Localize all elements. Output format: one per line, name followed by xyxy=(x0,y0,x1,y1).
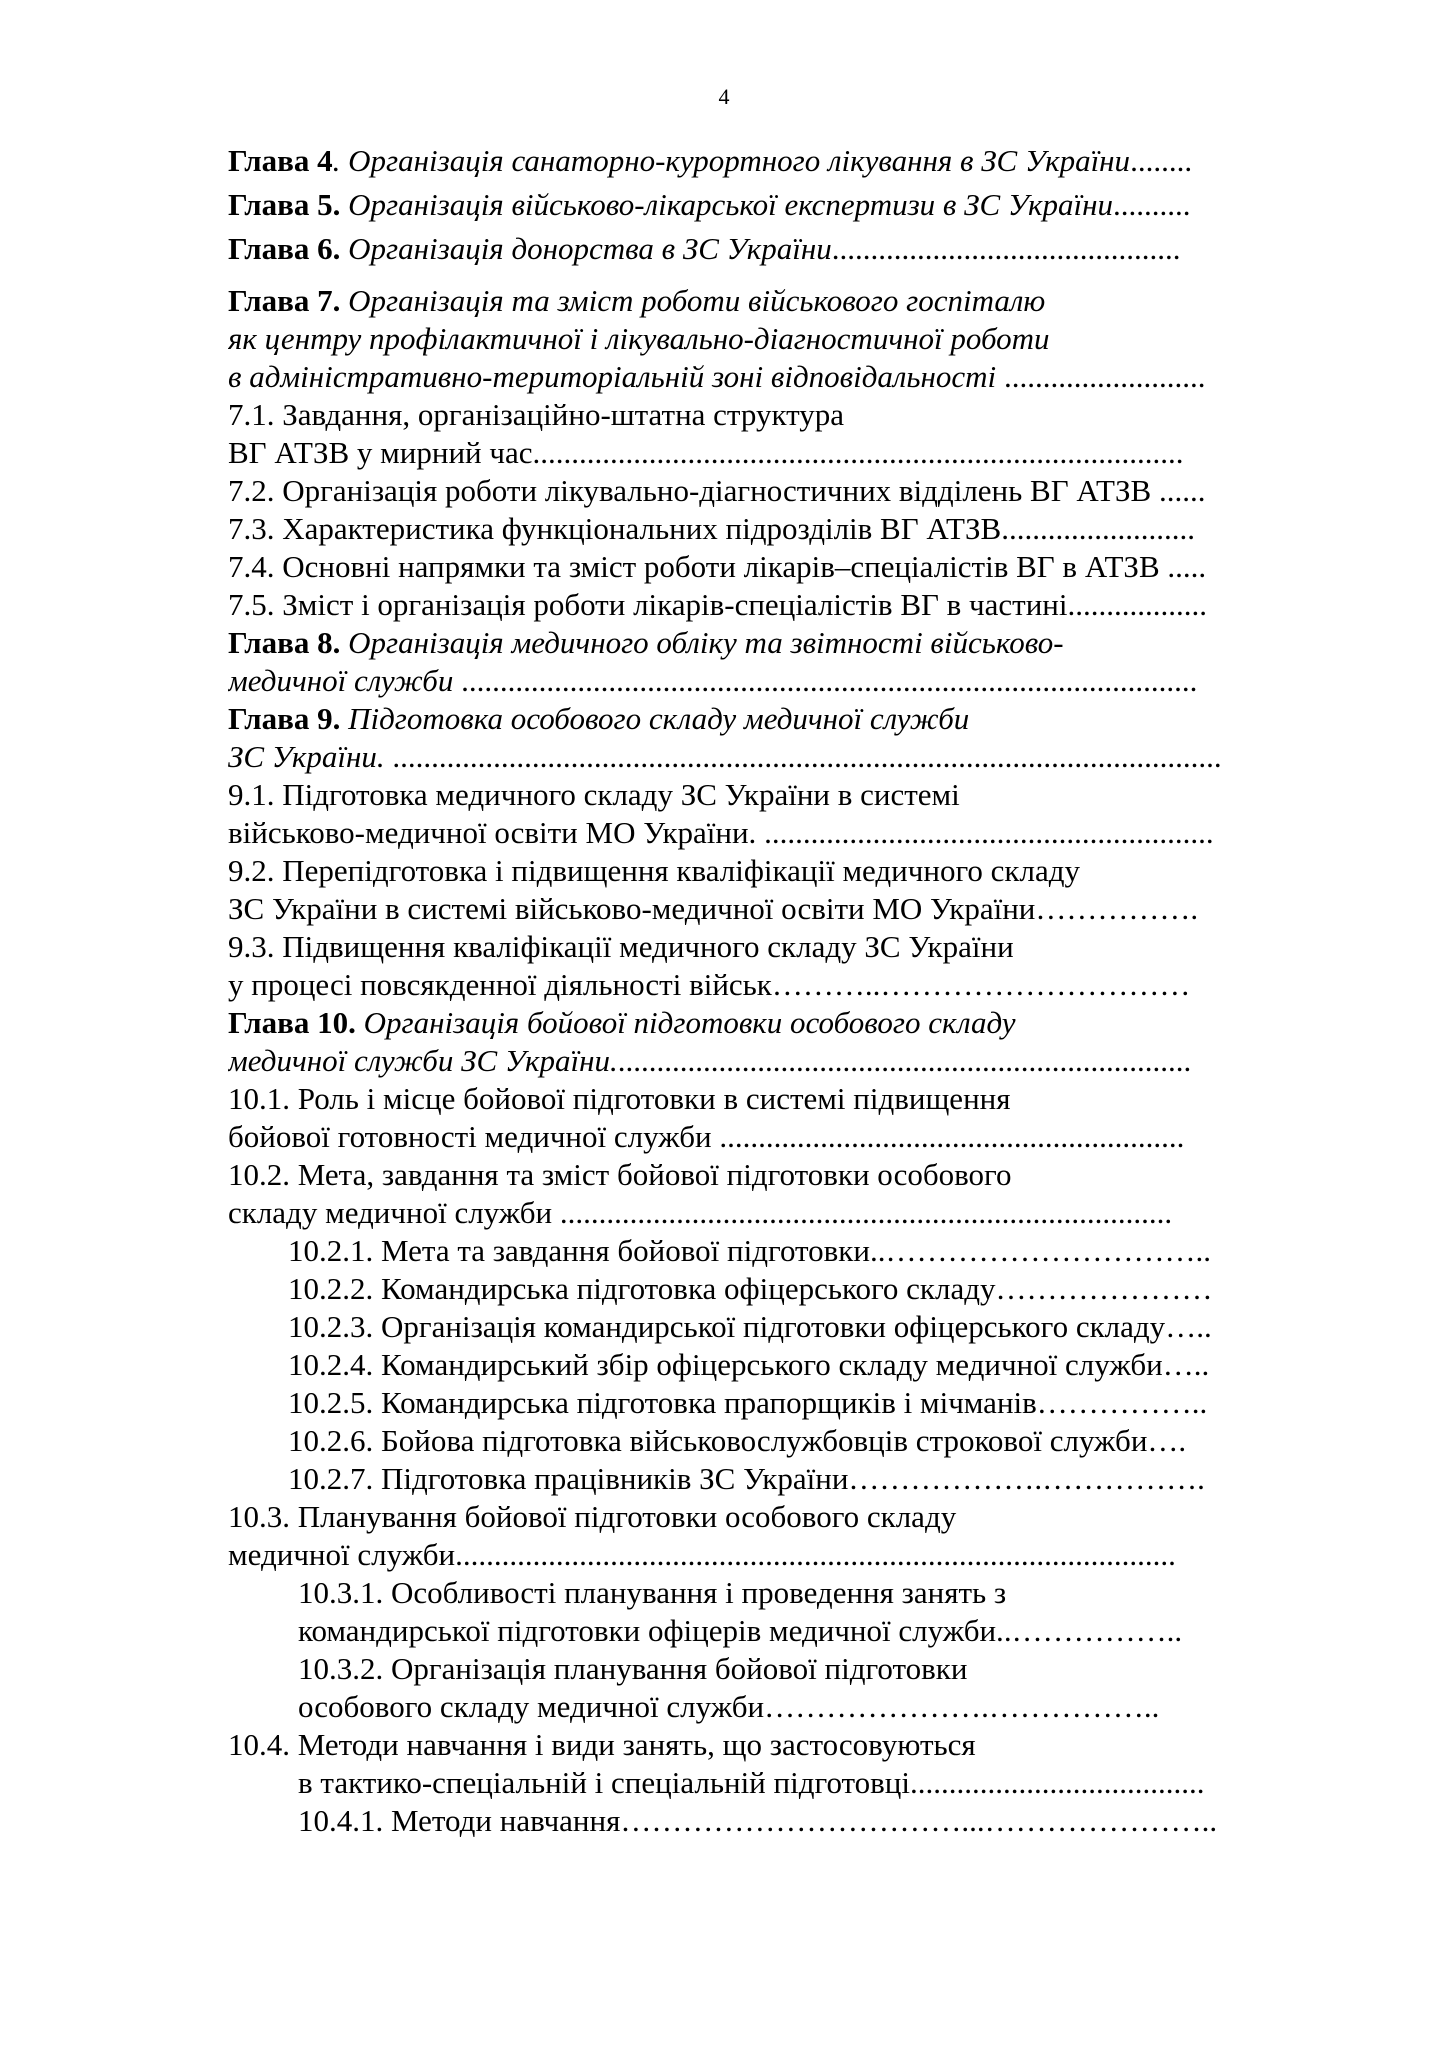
toc-entry-text: ЗС України. xyxy=(228,739,385,774)
dot-leader: .………………………….. xyxy=(877,1233,1211,1268)
dot-leader: .......................... xyxy=(996,359,1206,394)
toc-entry-text: 10.2.7. Підготовка працівників ЗС України xyxy=(288,1461,849,1496)
dot-leader: ……………….……………. xyxy=(848,1461,1205,1496)
toc-entry xyxy=(228,472,1318,510)
toc-entry-text: медичної служби xyxy=(228,663,454,698)
dot-leader: …. xyxy=(1147,1423,1187,1458)
toc-entry-text: в адміністративно-територіальній зоні відповідальності xyxy=(228,359,997,394)
toc-entry xyxy=(228,1118,1318,1156)
dot-leader: ………..………………………… xyxy=(771,967,1191,1002)
dot-leader: ….. xyxy=(1165,1309,1212,1344)
toc-entry-text: 9.1. Підготовка медичного складу ЗС України в системі xyxy=(228,777,960,812)
toc-entry xyxy=(228,548,1318,586)
toc-entry xyxy=(228,510,1318,548)
toc-entry xyxy=(228,890,1318,928)
chapter-label: Глава 8. xyxy=(228,625,341,660)
toc-entry xyxy=(228,230,1318,268)
toc-entry xyxy=(228,1498,1318,1536)
toc-entry xyxy=(228,1042,1318,1080)
toc-entry xyxy=(228,1004,1318,1042)
chapter-label: Глава 7. xyxy=(228,283,341,318)
toc-entry-text: командирської підготовки офіцерів медичної служби. xyxy=(298,1613,1004,1648)
toc-entry xyxy=(228,1270,1318,1308)
dot-leader: .......................................................... xyxy=(756,815,1214,850)
dot-leader: …………….. xyxy=(1036,1385,1208,1420)
toc-entry-text: 7.1. Завдання, організаційно-штатна структура xyxy=(228,397,844,432)
dot-leader: ……………………………...………………….. xyxy=(620,1803,1218,1838)
toc-entry-text: Організація донорства в ЗС України xyxy=(340,231,832,266)
toc-entry xyxy=(228,1650,1318,1688)
toc-entry xyxy=(228,1156,1318,1194)
toc-entry-text: медичної служби xyxy=(228,1537,456,1572)
toc-entry-text: бойової готовності медичної служби xyxy=(228,1119,712,1154)
toc-entry-text: 7.3. Характеристика функціональних підрозділів ВГ АТЗВ xyxy=(228,511,1002,546)
toc-entry-text: 7.5. Зміст і організація роботи лікарів-спеціалістів ВГ в частині xyxy=(228,587,1068,622)
table-of-contents xyxy=(228,142,1318,1840)
toc-entry xyxy=(228,1688,1318,1726)
toc-entry xyxy=(228,1574,1318,1612)
dot-leader: ……………. xyxy=(1035,891,1199,926)
dot-leader: ………………….…………….. xyxy=(764,1689,1160,1724)
toc-entry xyxy=(228,320,1318,358)
toc-entry xyxy=(228,1536,1318,1574)
dot-leader: ............................................................................................. xyxy=(455,1537,1176,1572)
toc-entry xyxy=(228,928,1318,966)
toc-entry xyxy=(228,1194,1318,1232)
toc-entry xyxy=(228,1384,1318,1422)
toc-entry-text: медичної служби ЗС України. xyxy=(228,1043,618,1078)
dot-leader: .................................................................................... xyxy=(532,435,1184,470)
chapter-label: Глава 5. xyxy=(228,187,341,222)
toc-entry xyxy=(228,1764,1318,1802)
toc-entry-text: 10.2.1. Мета та завдання бойової підготовки. xyxy=(288,1233,878,1268)
toc-entry-text: 9.2. Перепідготовка і підвищення кваліфікації медичного складу xyxy=(228,853,1080,888)
chapter-label: Глава 6. xyxy=(228,231,341,266)
dot-leader: ...... xyxy=(1151,473,1206,508)
dot-leader: ...................................... xyxy=(910,1765,1205,1800)
toc-entry-text: 10.4.1. Методи навчання xyxy=(298,1803,621,1838)
toc-entry xyxy=(228,434,1318,472)
dot-leader: .......... xyxy=(1112,187,1191,222)
toc-entry xyxy=(228,1080,1318,1118)
toc-entry-text: 10.3.1. Особливості планування і проведення занять з xyxy=(298,1575,1007,1610)
toc-entry-text: 7.2. Організація роботи лікувально-діагностичних відділень ВГ АТЗВ xyxy=(228,473,1152,508)
toc-entry xyxy=(228,358,1318,396)
toc-entry xyxy=(228,142,1318,180)
toc-entry-text: Організація та зміст роботи військового госпіталю xyxy=(340,283,1046,318)
toc-entry-text: як центру профілактичної і лікувально-діагностичної роботи xyxy=(228,321,1050,356)
dot-leader: ............................................. xyxy=(831,231,1181,266)
toc-entry-text: Організація медичного обліку та звітності військово- xyxy=(340,625,1064,660)
toc-entry xyxy=(228,586,1318,624)
toc-entry xyxy=(228,1726,1318,1764)
toc-entry-text: . Організація санаторно-курортного лікування в ЗС України xyxy=(332,143,1131,178)
toc-entry-text: 10.2.6. Бойова підготовка військовослужбовців строкової служби xyxy=(288,1423,1148,1458)
toc-entry xyxy=(228,186,1318,224)
toc-entry xyxy=(228,1612,1318,1650)
toc-entry-text: Підготовка особового складу медичної служби xyxy=(340,701,970,736)
toc-entry xyxy=(228,700,1318,738)
toc-entry xyxy=(228,282,1318,320)
toc-entry xyxy=(228,624,1318,662)
toc-entry-text: особового складу медичної служби xyxy=(298,1689,765,1724)
toc-entry-text: у процесі повсякденної діяльності військ xyxy=(228,967,772,1002)
toc-entry-text: 10.2.5. Командирська підготовка прапорщиків і мічманів xyxy=(288,1385,1037,1420)
toc-entry xyxy=(228,776,1318,814)
chapter-label: Глава 4 xyxy=(228,143,333,178)
dot-leader: .................. xyxy=(1067,587,1207,622)
dot-leader: ............................................................................................... xyxy=(453,663,1198,698)
toc-entry xyxy=(228,1346,1318,1384)
dot-leader: ..... xyxy=(1159,549,1207,584)
toc-entry-text: 10.1. Роль і місце бойової підготовки в системі підвищення xyxy=(228,1081,1011,1116)
dot-leader: ............................................................................... xyxy=(552,1195,1173,1230)
toc-entry-text: ВГ АТЗВ у мирний час xyxy=(228,435,533,470)
toc-entry-text: Організація бойової підготовки особового складу xyxy=(355,1005,1016,1040)
dot-leader: ………………… xyxy=(995,1271,1213,1306)
toc-entry-text: Організація військово-лікарської експертизи в ЗС України xyxy=(340,187,1113,222)
toc-entry-text: ЗС України в системі військово-медичної освіти МО України xyxy=(228,891,1036,926)
toc-entry-text: 10.3.2. Організація планування бойової підготовки xyxy=(298,1651,968,1686)
toc-entry xyxy=(228,1460,1318,1498)
dot-leader: ........................................................................................................... xyxy=(384,739,1222,774)
toc-entry-text: 10.4. Методи навчання і види занять, що застосовуються xyxy=(228,1727,976,1762)
toc-entry xyxy=(228,852,1318,890)
toc-entry xyxy=(228,396,1318,434)
chapter-label: Глава 9. xyxy=(228,701,341,736)
toc-entry-text: 10.2.3. Організація командирської підготовки офіцерського складу xyxy=(288,1309,1166,1344)
toc-entry xyxy=(228,1422,1318,1460)
toc-entry xyxy=(228,814,1318,852)
toc-entry xyxy=(228,1232,1318,1270)
toc-entry xyxy=(228,662,1318,700)
dot-leader: ......................... xyxy=(1001,511,1195,546)
toc-entry-text: 10.2.4. Командирський збір офіцерського складу медичної служби xyxy=(288,1347,1163,1382)
toc-entry-text: 10.2. Мета, завдання та зміст бойової підготовки особового xyxy=(228,1157,1012,1192)
toc-entry-text: складу медичної служби xyxy=(228,1195,553,1230)
toc-entry-text: 10.2.2. Командирська підготовка офіцерського складу xyxy=(288,1271,996,1306)
dot-leader: .......................................................................... xyxy=(617,1043,1192,1078)
toc-entry-text: 9.3. Підвищення кваліфікації медичного складу ЗС України xyxy=(228,929,1014,964)
toc-entry-text: в тактико-спеціальній і спеціальній підготовці xyxy=(298,1765,911,1800)
page-number: 4 xyxy=(718,84,730,109)
toc-entry xyxy=(228,738,1318,776)
dot-leader: ….. xyxy=(1162,1347,1210,1382)
toc-entry-text: 7.4. Основні напрямки та зміст роботи лікарів–спеціалістів ВГ в АТЗВ xyxy=(228,549,1160,584)
dot-leader: .…………….. xyxy=(1003,1613,1183,1648)
toc-entry xyxy=(228,1802,1318,1840)
chapter-label: Глава 10. xyxy=(228,1005,356,1040)
toc-entry xyxy=(228,1308,1318,1346)
toc-entry xyxy=(228,966,1318,1004)
dot-leader: ........ xyxy=(1130,143,1193,178)
dot-leader: ............................................................ xyxy=(711,1119,1185,1154)
toc-entry-text: військово-медичної освіти МО України. xyxy=(228,815,757,850)
toc-entry-text: 10.3. Планування бойової підготовки особового складу xyxy=(228,1499,957,1534)
